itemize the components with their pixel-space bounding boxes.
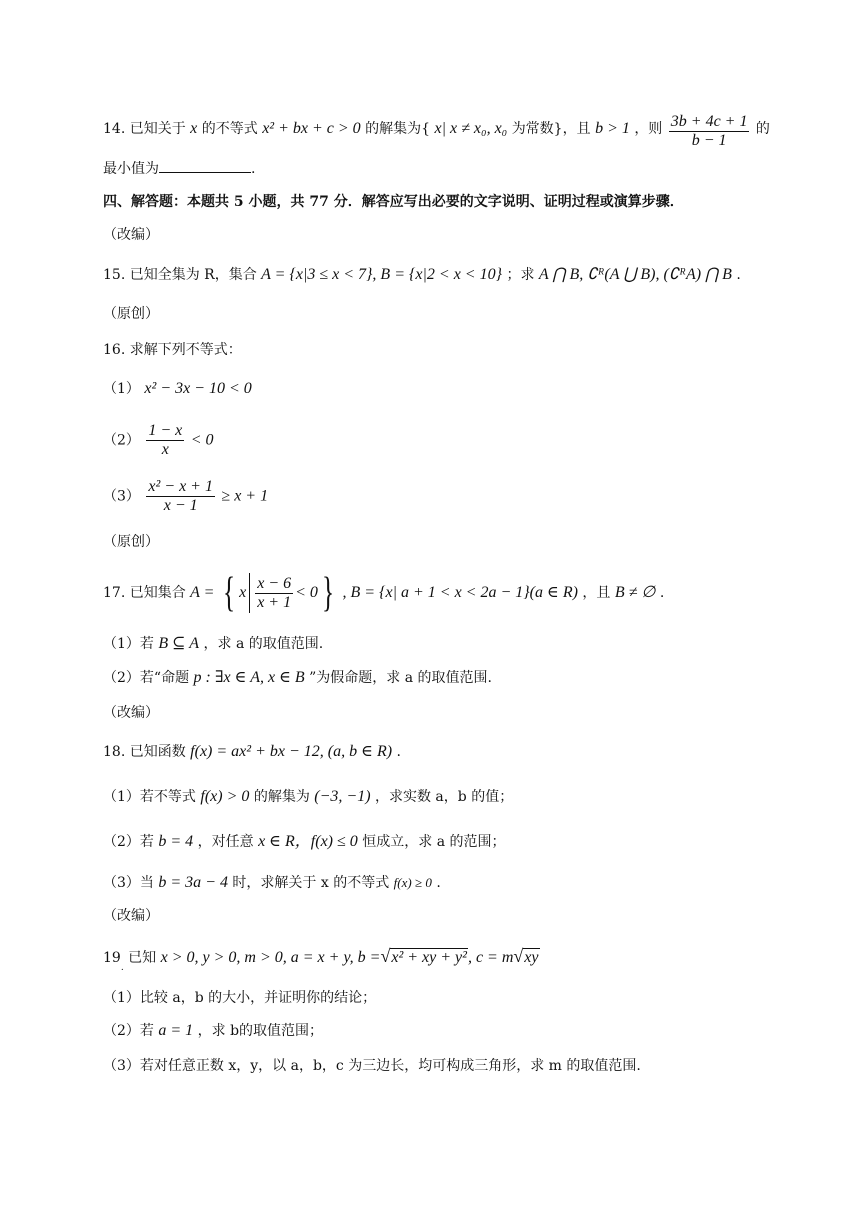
- q18-p1-rest: ，求实数 a，b 的值；: [374, 789, 514, 805]
- q16-title: 16. 求解下列不等式：: [103, 342, 242, 358]
- q18-p3-mid: 时，求解关于 x 的不等式: [232, 875, 390, 891]
- q19-c-def: , c = m: [467, 949, 514, 966]
- q19-dot: .: [120, 963, 124, 973]
- sqrt-icon: √: [513, 946, 524, 966]
- q17-fraction: [255, 575, 293, 612]
- q15-line: [103, 265, 741, 285]
- q18-p3-label: （3）当: [103, 875, 154, 891]
- q19-part1: （1）比较 a，b 的大小，并证明你的结论；: [103, 990, 377, 1006]
- q17-frac-num: x − 6: [257, 574, 292, 592]
- q19-p2-cond: a = 1: [158, 1022, 194, 1039]
- q18-p2-label: （2）若: [103, 834, 154, 850]
- q16-p3-label: （3）: [103, 488, 140, 505]
- q19-p2-rest: ，求 b的取值范围；: [197, 1023, 324, 1039]
- q18-part2: [103, 832, 506, 852]
- q17-p1-rest: ，求 a 的取值范围.: [203, 636, 324, 652]
- q14-text-e: ，则: [634, 121, 663, 137]
- q19-number: 19: [103, 950, 121, 966]
- q18-line: [103, 742, 401, 762]
- q17-text-a: 17. 已知集合: [103, 585, 186, 601]
- q17-cond: B ≠ ∅: [614, 584, 656, 601]
- q14-text-f: 的: [755, 121, 770, 137]
- source-tag: （改编）: [103, 705, 159, 721]
- q14-line2-end: .: [251, 161, 256, 177]
- q16-p1-label: （1）: [103, 381, 140, 397]
- q17-line: [103, 572, 664, 614]
- q17-frac-den: x + 1: [257, 593, 292, 611]
- q19-sqrt1: x² + xy + y²: [391, 949, 467, 966]
- q18-p1-interval: (−3, −1): [314, 788, 371, 805]
- q15-text-b: ；求: [506, 267, 535, 283]
- q16-p2-fraction: [146, 422, 184, 459]
- q16-p1-expr: x² − 3x − 10 < 0: [144, 380, 252, 397]
- q19-line: [103, 946, 540, 978]
- q18-text-a: 18. 已知函数: [103, 744, 186, 760]
- sqrt-icon: √: [380, 946, 391, 966]
- set-bar: [249, 573, 250, 613]
- left-brace: {: [222, 570, 236, 616]
- q17-part2: [103, 668, 492, 688]
- q17-p2-label: （2）若“命题: [103, 670, 190, 686]
- q18-p3-b: b = 3a − 4: [158, 874, 228, 891]
- q14-text-b: 的不等式: [201, 121, 258, 137]
- q14-text-c: 的解集为{: [365, 121, 431, 137]
- q15-sets: A = {x|3 ≤ x < 7}, B = {x|2 < x < 10}: [261, 266, 502, 283]
- q16-p3-rest: ≥ x + 1: [221, 487, 269, 505]
- right-brace: }: [321, 570, 335, 616]
- q16-p2-num: 1 − x: [148, 422, 183, 439]
- q15-end: .: [736, 267, 741, 283]
- q19-text-b: 已知: [128, 950, 157, 966]
- q18-p2-b: b = 4: [158, 833, 194, 850]
- q17-p2-rest: ”为假命题，求 a 的取值范围.: [309, 670, 492, 686]
- source-tag: （改编）: [103, 227, 159, 243]
- q14-condition: b > 1: [595, 120, 630, 137]
- q14-inequality: x² + bx + c > 0: [262, 120, 361, 137]
- source-tag: （原创）: [103, 306, 159, 322]
- q17-end: .: [659, 585, 665, 601]
- q17-b-def: , B = {x| a + 1 < x < 2a − 1}(a ∈ R): [342, 584, 578, 601]
- q17-a-lhs: A =: [190, 584, 215, 601]
- q18-p1-mid: 的解集为: [253, 789, 310, 805]
- q18-p2-rest: 恒成立，求 a 的范围；: [362, 834, 506, 850]
- q14-line2-text: 最小值为: [103, 161, 159, 177]
- q19-p2-label: （2）若: [103, 1023, 154, 1039]
- q16-p2-den: x: [161, 441, 169, 458]
- q18-part3: [103, 873, 441, 893]
- q14-frac-num: 3b + 4c + 1: [670, 113, 748, 130]
- q16-part3: [103, 478, 268, 515]
- q18-p1-ineq: f(x) > 0: [200, 788, 250, 805]
- q18-part1: [103, 787, 513, 807]
- q14-text-d: 为常数}，且: [511, 121, 591, 137]
- q14-var-x: x: [190, 120, 198, 137]
- q18-p1-label: （1）若不等式: [103, 789, 196, 805]
- q17-p1-cond: B ⊆ A: [158, 635, 200, 652]
- q17-part1: [103, 634, 323, 654]
- q16-p3-den: x − 1: [163, 497, 198, 514]
- q17-set-builder: [219, 572, 338, 614]
- q19-part2: [103, 1021, 323, 1041]
- q19-cond: x > 0, y > 0, m > 0, a = x + y, b =: [160, 949, 381, 966]
- q14-frac-den: b − 1: [691, 132, 727, 149]
- q18-p2-mid: ，对任意: [197, 834, 254, 850]
- q19-sqrt2: xy: [524, 949, 539, 966]
- q14-line1: [103, 113, 770, 150]
- q16-p2-label: （2）: [103, 432, 140, 449]
- source-tag: （原创）: [103, 534, 159, 550]
- answer-blank[interactable]: [159, 158, 251, 173]
- q16-part2: [103, 422, 214, 459]
- q16-p3-fraction: [146, 478, 215, 515]
- q16-p3-num: x² − x + 1: [148, 478, 213, 495]
- q14-fraction: [669, 113, 750, 150]
- q18-end: .: [396, 744, 401, 760]
- q15-ask: A ⋂ B, ∁ᴿ(A ⋃ B), (∁ᴿA) ⋂ B: [538, 266, 732, 283]
- q15-text-a: 15. 已知全集为 R，集合: [103, 267, 257, 283]
- q17-set-var: x: [239, 584, 247, 601]
- q17-a-rest: < 0: [295, 584, 318, 601]
- q17-p1-label: （1）若: [103, 636, 154, 652]
- q17-p2-prop: p : ∃x ∈ A, x ∈ B: [193, 669, 305, 686]
- q18-p3-ineq: f(x) ≥ 0: [393, 875, 432, 890]
- section-heading: 四、解答题：本题共 5 小题，共 77 分．解答应写出必要的文字说明、证明过程或演算步骤．: [103, 194, 684, 210]
- q16-p2-rest: < 0: [190, 431, 214, 449]
- q18-p3-end: .: [436, 875, 441, 891]
- q14-text-a: 14. 已知关于: [103, 121, 186, 137]
- q18-function: f(x) = ax² + bx − 12, (a, b ∈ R): [190, 743, 393, 760]
- q14-set-inner: x| x ≠ x₀, x₀: [434, 120, 508, 137]
- source-tag: （改编）: [103, 908, 159, 924]
- q14-line2: [103, 158, 255, 179]
- q16-part1: [103, 379, 252, 399]
- q17-text-b: ，且: [582, 585, 611, 601]
- q18-p2-x: x ∈ R，f(x) ≤ 0: [258, 833, 358, 850]
- q19-part3: （3）若对任意正数 x，y，以 a，b，c 为三边长，均可构成三角形，求 m 的取值范围.: [103, 1058, 641, 1074]
